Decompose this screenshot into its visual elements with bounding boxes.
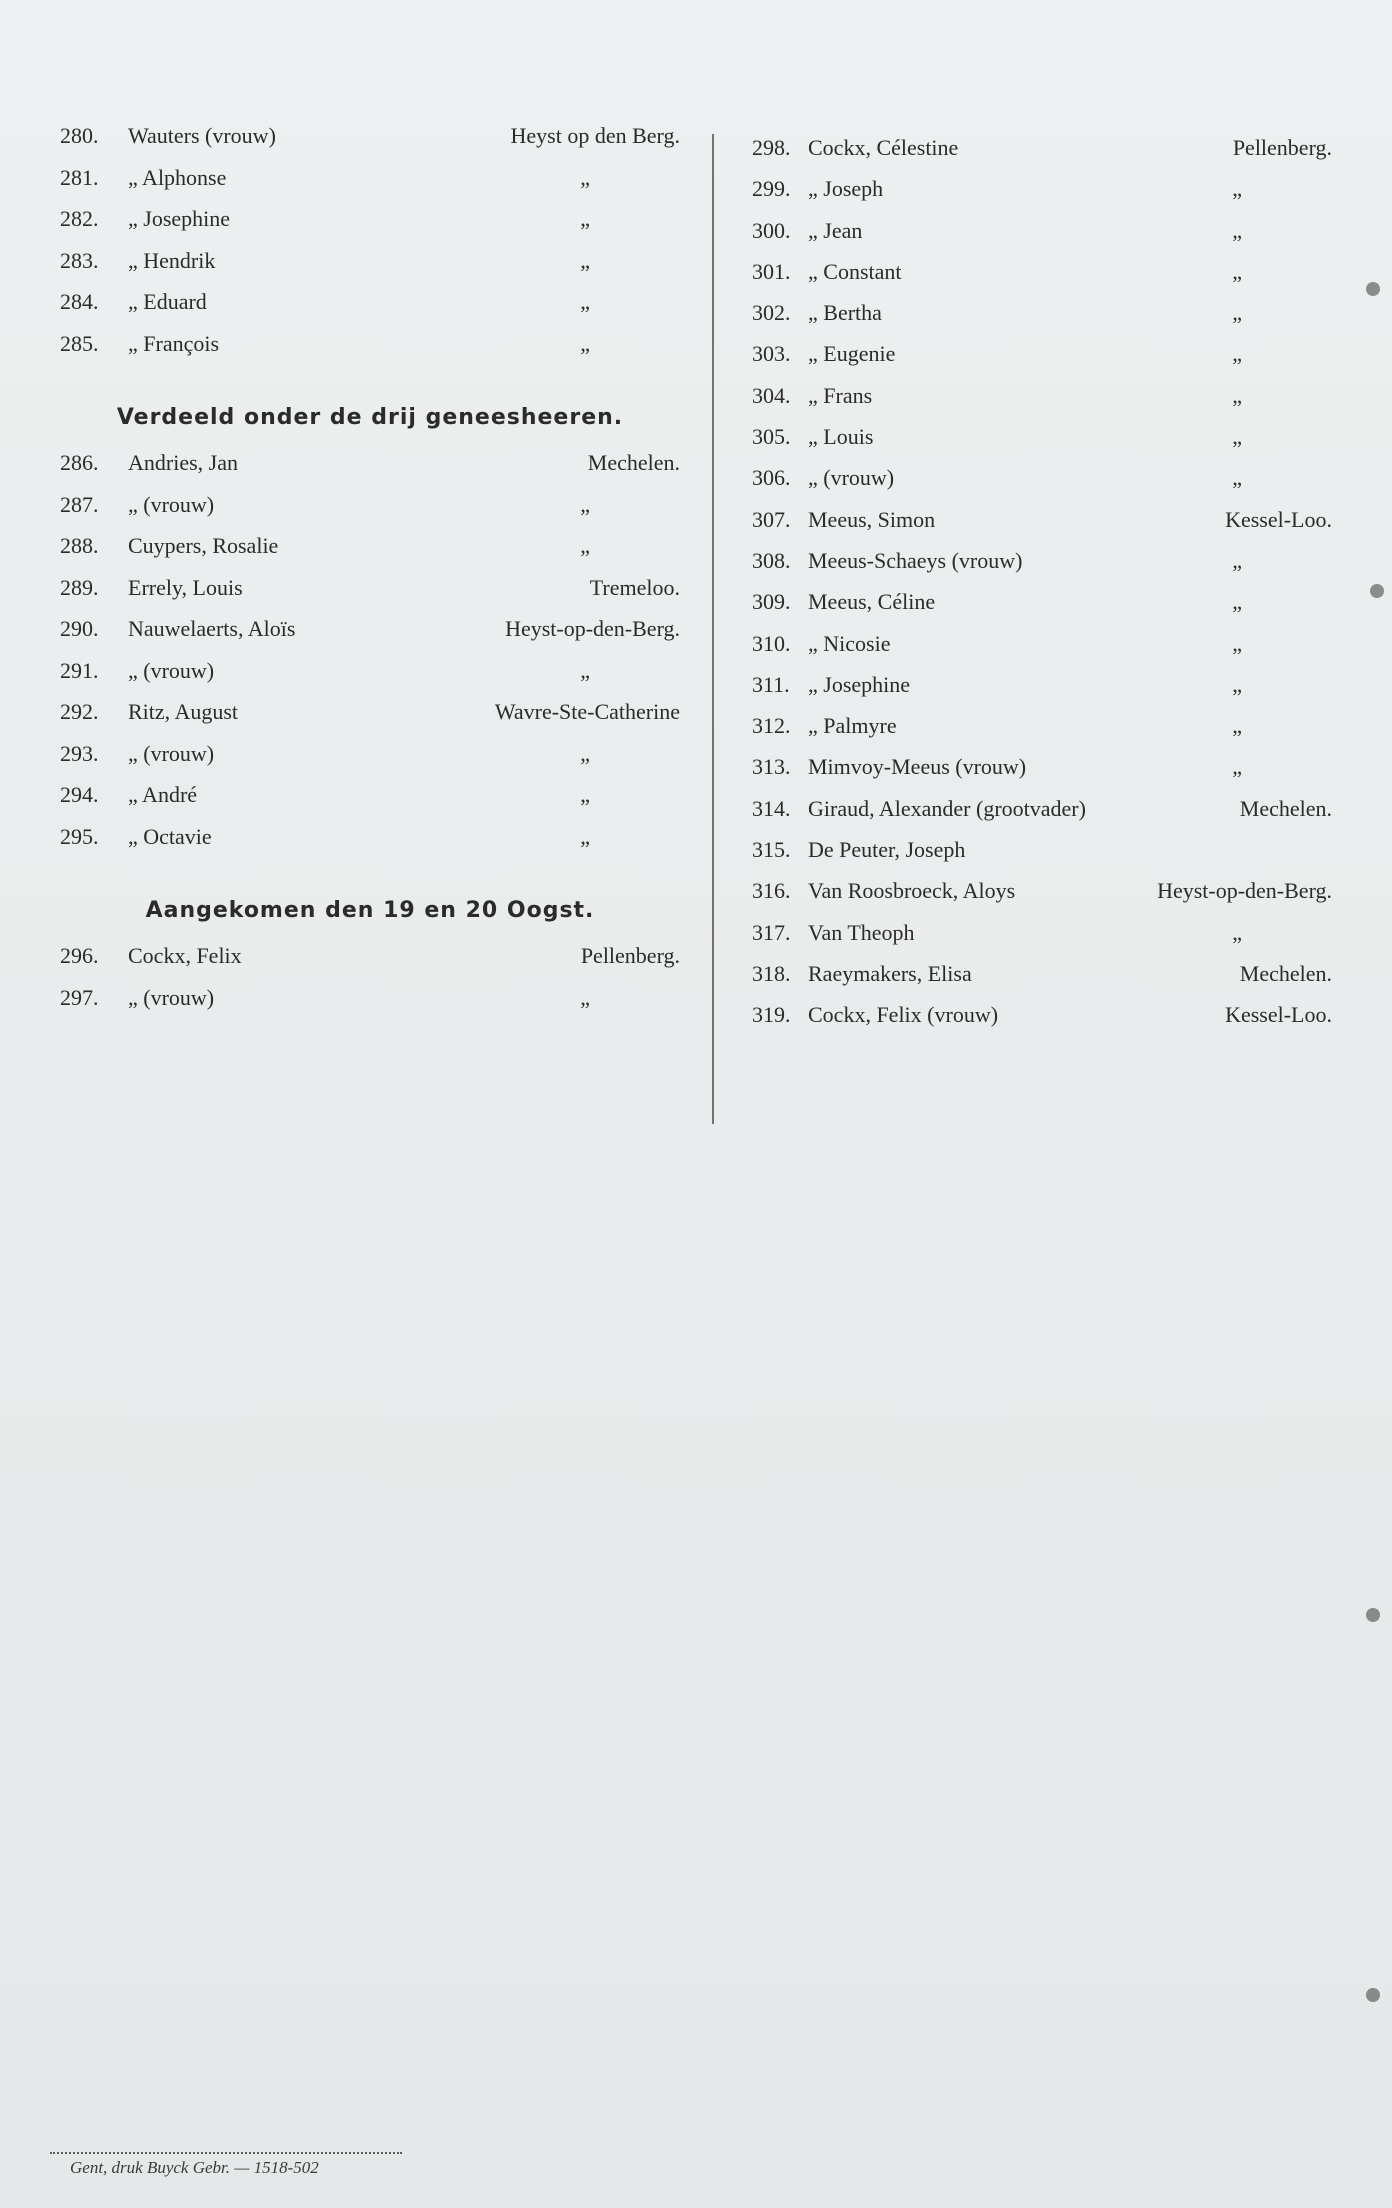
entry-number: 308. [752,547,791,573]
left-column [60,122,680,1025]
entry-number: 287. [60,491,99,517]
entry-name: „ Constant [808,258,902,284]
entry-place: „ [1232,176,1242,202]
entry-number: 290. [60,616,99,641]
entry-place: Mechelen. [1239,960,1332,986]
entry-place: „ [580,330,590,356]
entry-name: Ritz, August [128,699,239,724]
entry-name: Meeus, Simon [808,506,936,532]
entry-number: 296. [60,943,99,968]
entry-number: 319. [752,1002,791,1028]
entry-group-1 [60,122,680,371]
entry-name: „ Josephine [808,671,911,697]
entry-place: Mechelen. [1239,795,1332,821]
list-entry [60,247,680,289]
entry-place: Mechelen. [587,450,680,475]
entry-name: Andries, Jan [128,450,238,475]
entry-name: „ André [128,782,198,807]
entry-number: 304. [752,382,791,408]
entry-name: „ Bertha [808,300,882,326]
entry-place: „ [1232,630,1242,656]
entry-number: 285. [60,330,99,356]
entry-name: Van Roosbroeck, Aloys [808,878,1016,904]
entry-number: 289. [60,574,99,600]
list-entry [752,175,1332,216]
entry-place: „ [1232,754,1242,780]
list-entry [752,1001,1332,1042]
printer-imprint: Gent, druk Buyck Gebr. — 1518-502 [70,2158,319,2177]
list-entry [752,795,1332,836]
binding-hole [1366,282,1380,296]
entry-number: 283. [60,247,99,273]
entry-number: 300. [752,217,791,243]
entry-name: „ Josephine [128,206,231,231]
footer-rule [50,2152,402,2154]
list-entry [60,164,680,206]
entry-number: 293. [60,740,99,766]
list-entry [60,781,680,823]
list-entry [60,449,680,491]
entry-place: „ [580,657,590,683]
entry-place: „ [580,206,590,231]
list-entry [60,823,680,865]
entry-place: „ [580,491,590,517]
entry-place: Tremeloo. [589,574,680,600]
entry-number: 291. [60,657,99,683]
entry-place: Kessel-Loo. [1225,506,1332,532]
entry-name: Meeus, Céline [808,589,936,615]
entry-group-2 [60,449,680,864]
list-entry [752,464,1332,505]
entry-name: „ Eduard [128,289,207,314]
entry-place: Kessel-Loo. [1225,1002,1332,1028]
entry-number: 299. [752,176,791,202]
entry-number: 288. [60,533,99,558]
entry-number: 292. [60,699,99,724]
entry-place: „ [580,782,590,807]
section-heading-arrived: Aangekomen den 19 en 20 Oogst. [145,898,595,923]
binding-hole [1366,1608,1380,1622]
list-entry [752,630,1332,671]
entry-name: Nauwelaerts, Aloïs [128,616,296,641]
entry-name: „ Jean [808,217,863,243]
entry-group-4 [752,134,1332,1043]
list-entry [60,491,680,533]
entry-name: Wauters (vrouw) [128,123,276,148]
list-entry [60,698,680,740]
list-entry [60,122,680,164]
entry-name: „ Frans [808,382,873,408]
list-entry [752,382,1332,423]
list-entry [752,712,1332,753]
entry-place: Pellenberg. [1232,135,1332,160]
list-entry [752,340,1332,381]
entry-name: „ Nicosie [808,630,891,656]
entry-place: Heyst op den Berg. [510,123,680,148]
entry-number: 306. [752,465,791,491]
entry-place: „ [580,164,590,190]
list-entry [60,288,680,330]
list-entry [752,134,1332,175]
entry-number: 286. [60,450,99,475]
entry-number: 310. [752,630,791,656]
entry-number: 297. [60,984,99,1010]
list-entry [60,657,680,699]
binding-hole [1370,584,1384,598]
list-entry [60,942,680,984]
list-entry [60,615,680,657]
entry-name: „ (vrouw) [128,740,215,766]
entry-place: „ [580,533,590,558]
entry-place: „ [580,984,590,1010]
list-entry [60,330,680,372]
entry-name: Mimvoy-Meeus (vrouw) [808,754,1027,780]
entry-number: 312. [752,713,791,739]
entry-place: Heyst-op-den-Berg. [505,616,680,641]
list-entry [752,423,1332,464]
entry-place: „ [1232,217,1242,243]
entry-place: Pellenberg. [580,943,680,968]
entry-number: 294. [60,782,99,807]
list-entry [752,588,1332,629]
entry-number: 309. [752,589,791,615]
entry-place: „ [1232,713,1242,739]
entry-place: „ [580,289,590,314]
entry-number: 295. [60,823,99,849]
entry-name: „ (vrouw) [128,984,215,1010]
entry-name: Cockx, Felix [128,943,242,968]
entry-name: „ (vrouw) [808,465,895,491]
entry-name: „ Eugenie [808,341,896,367]
entry-number: 298. [752,135,791,160]
entry-place: „ [1232,919,1242,945]
entry-number: 280. [60,123,99,148]
list-entry [752,217,1332,258]
entry-name: „ Alphonse [128,164,227,190]
list-entry [60,532,680,574]
list-entry [752,960,1332,1001]
entry-group-3 [60,942,680,1025]
entry-place: „ [1232,671,1242,697]
section-heading-distributed: Verdeeld onder de drij geneesheeren. [116,405,624,430]
entry-place: „ [1232,547,1242,573]
list-entry [752,299,1332,340]
binding-hole [1366,1988,1380,2002]
entry-place: „ [1232,382,1242,408]
entry-place: Heyst-op-den-Berg. [1157,878,1332,904]
entry-number: 301. [752,258,791,284]
entry-name: De Peuter, Joseph [808,837,966,863]
entry-number: 305. [752,424,791,450]
entry-place: „ [580,823,590,849]
entry-name: „ (vrouw) [128,491,215,517]
right-column [752,134,1332,1043]
list-entry [60,740,680,782]
entry-place: „ [1232,341,1242,367]
entry-number: 284. [60,289,99,314]
entry-number: 315. [752,837,791,863]
entry-name: „ Palmyre [808,713,897,739]
entry-place: „ [1232,424,1242,450]
entry-name: „ François [128,330,220,356]
entry-name: „ Joseph [808,176,884,202]
entry-place: „ [1232,258,1242,284]
list-entry [60,574,680,616]
entry-name: Cockx, Felix (vrouw) [808,1002,999,1028]
entry-number: 316. [752,878,791,904]
entry-number: 313. [752,754,791,780]
list-entry [60,984,680,1026]
entry-place: „ [1232,589,1242,615]
list-entry [752,258,1332,299]
list-entry [752,753,1332,794]
list-entry [752,877,1332,918]
entry-name: Meeus-Schaeys (vrouw) [808,547,1023,573]
column-divider [712,134,714,1124]
entry-number: 281. [60,164,99,190]
entry-number: 302. [752,300,791,326]
entry-place: „ [1232,465,1242,491]
entry-name: Cuypers, Rosalie [128,533,279,558]
entry-number: 317. [752,919,791,945]
entry-name: Errely, Louis [128,574,243,600]
entry-name: Van Theoph [808,919,915,945]
entry-place: „ [580,247,590,273]
entry-number: 318. [752,960,791,986]
entry-number: 314. [752,795,791,821]
entry-number: 282. [60,206,99,231]
list-entry [752,671,1332,712]
list-entry [752,506,1332,547]
entry-place: „ [1232,300,1242,326]
entry-name: „ Hendrik [128,247,216,273]
entry-place: Wavre-Ste-Catherine [494,699,680,724]
list-entry [60,205,680,247]
entry-number: 303. [752,341,791,367]
entry-name: Raeymakers, Elisa [808,960,972,986]
list-entry [752,547,1332,588]
entry-place: „ [580,740,590,766]
entry-name: „ Louis [808,424,874,450]
list-entry [752,836,1332,877]
entry-number: 311. [752,671,790,697]
entry-name: „ (vrouw) [128,657,215,683]
entry-number: 307. [752,506,791,532]
entry-name: „ Octavie [128,823,212,849]
entry-name: Cockx, Célestine [808,135,959,160]
list-entry [752,919,1332,960]
entry-name: Giraud, Alexander (grootvader) [808,795,1086,821]
